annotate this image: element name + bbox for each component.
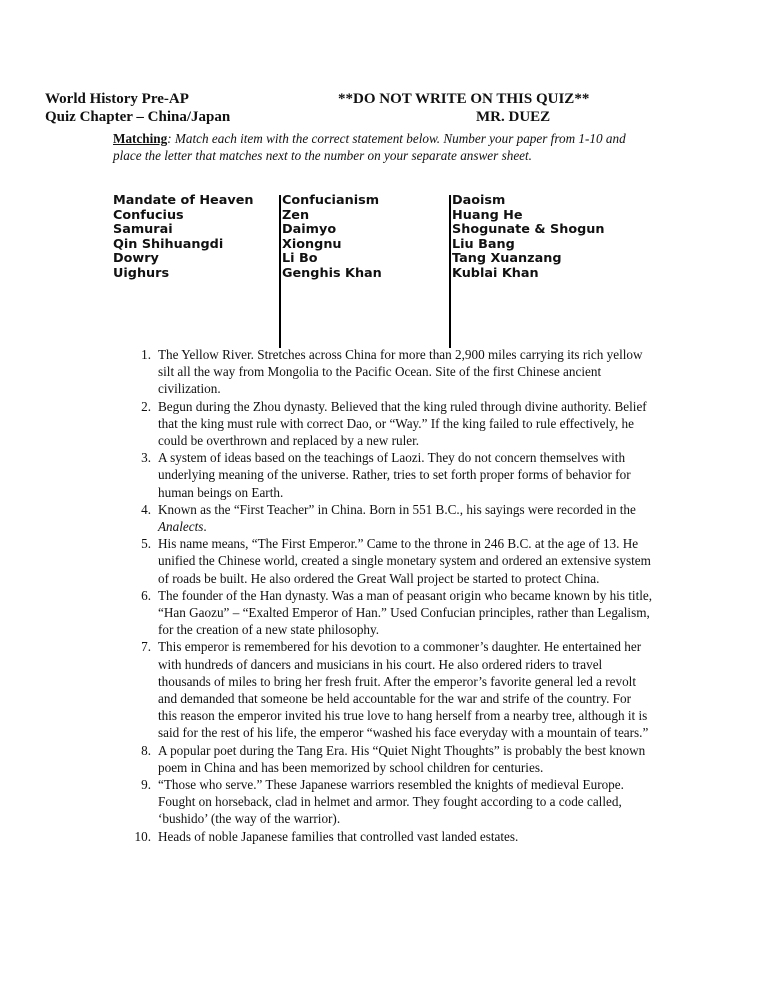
word-bank-item: Samurai xyxy=(113,222,173,238)
instructions-text: Match each item with the correct statement below. Number your paper from 1-10 and place the letter that matches next to the number on your separate answer sheet. xyxy=(113,131,626,163)
question-text-italic: Analects xyxy=(158,519,204,535)
question-text: Heads of noble Japanese families that controlled vast landed estates. xyxy=(158,828,519,844)
question-item xyxy=(133,535,653,587)
instructions-colon: : xyxy=(167,131,172,146)
teacher-name: MR. DUEZ xyxy=(476,109,551,125)
question-text: Begun during the Zhou dynasty. Believed that the king ruled through divine authority. Belief that the king must rule with correct Dao, or “Way.” If the king failed to rule effectively, he could be overthrown and replaced by a new ruler. xyxy=(158,398,647,449)
quiz-subtitle: Quiz Chapter – China/Japan xyxy=(45,109,231,125)
word-bank-item: Mandate of Heaven xyxy=(113,193,254,208)
question-item xyxy=(133,638,653,741)
question-text: His name means, “The First Emperor.” Came to the throne in 246 B.C. at the age of 13. He unified the Chinese world, created a single monetary system and ordered an extensive system of roads be built. He also ordered the Great Wall project be started to protect China. xyxy=(158,536,651,586)
word-bank-item: Liu Bang xyxy=(452,236,515,252)
question-number: 1. xyxy=(141,347,151,362)
word-bank-item: Xiongnu xyxy=(282,236,342,252)
word-bank-column-2 xyxy=(282,194,382,282)
word-bank-item: Confucius xyxy=(113,207,184,223)
question-number: 4. xyxy=(141,501,151,517)
question-item xyxy=(133,776,653,828)
question-text: A system of ideas based on the teachings of Laozi. They do not concern themselves with underlying meaning of the universe. Rather, tries to set forth proper forms of behavior for human beings on Earth. xyxy=(158,450,631,500)
word-bank-column-1 xyxy=(113,194,254,282)
word-bank-item: Daoism xyxy=(452,193,506,208)
question-number: 7. xyxy=(141,639,151,655)
column-divider xyxy=(279,195,281,348)
word-bank-item: Zen xyxy=(282,207,310,223)
question-number: 3. xyxy=(141,450,151,466)
question-number: 8. xyxy=(141,742,151,758)
quiz-warning: **DO NOT WRITE ON THIS QUIZ** xyxy=(338,91,590,107)
question-text: “Those who serve.” These Japanese warriors resembled the knights of medieval Europe. Fought on horseback, clad in helmet and armor. They fought according to a code called, ‘bushido’ (the way of the warrior). xyxy=(158,777,624,827)
question-item xyxy=(133,501,653,535)
instructions xyxy=(113,130,653,164)
word-bank-column-3 xyxy=(452,194,605,282)
word-bank-item: Daimyo xyxy=(282,222,337,238)
question-text: This emperor is remembered for his devotion to a commoner’s daughter. He entertained her with hundreds of dancers and musicians in his court. He also ordered riders to travel thousands of miles to bring her fresh fruit. After the emperor’s favorite general led a revolt and demanded that someone be held accountable for the war and strife of the country. For this reason the emperor invited his true love to hang herself from a nearby tree, although it is said for the rest of his life, the emperor “washed his face everyday with a mountain of tears.” xyxy=(158,639,649,741)
question-text: Known as the “First Teacher” in China. Born in 551 B.C., his sayings were recorded in the xyxy=(158,501,636,517)
question-item xyxy=(133,346,653,398)
question-number: 10. xyxy=(134,828,151,844)
word-bank-item: Confucianism xyxy=(282,193,380,208)
question-number: 2. xyxy=(141,398,151,414)
word-bank-item: Shogunate & Shogun xyxy=(452,222,605,238)
word-bank-item: Kublai Khan xyxy=(452,265,539,281)
question-list xyxy=(133,346,653,845)
word-bank-item: Tang Xuanzang xyxy=(452,251,562,267)
question-text: The founder of the Han dynasty. Was a man of peasant origin who became known by his title, “Han Gaozu” – “Exalted Emperor of Han.” Used Confucian principles, rather than Legalism, for the creation of a new state philosophy. xyxy=(158,587,653,638)
word-bank-item: Li Bo xyxy=(282,251,318,267)
question-text: A popular poet during the Tang Era. His “Quiet Night Thoughts” is probably the best known poem in China and has been memorized by school children for centuries. xyxy=(158,742,646,775)
word-bank-item: Dowry xyxy=(113,251,159,267)
column-divider xyxy=(449,195,451,348)
question-text: The Yellow River. Stretches across China for more than 2,900 miles carrying its rich yellow silt all the way from Mongolia to the Pacific Ocean. Site of the first Chinese ancient civilization. xyxy=(158,347,643,397)
quiz-title: World History Pre-AP xyxy=(45,91,189,107)
instructions-lead: Matching xyxy=(113,131,168,146)
word-bank-item: Qin Shihuangdi xyxy=(113,236,224,252)
word-bank-item: Huang He xyxy=(452,207,523,223)
question-item xyxy=(133,398,653,450)
question-item xyxy=(133,449,653,501)
question-item xyxy=(133,587,653,639)
word-bank-item: Genghis Khan xyxy=(282,265,382,281)
question-number: 9. xyxy=(141,777,151,793)
question-item xyxy=(133,742,653,776)
question-number: 5. xyxy=(141,536,151,552)
question-number: 6. xyxy=(141,587,151,603)
word-bank-item: Uighurs xyxy=(113,265,170,281)
question-item xyxy=(133,828,653,845)
question-text: . xyxy=(203,519,207,535)
